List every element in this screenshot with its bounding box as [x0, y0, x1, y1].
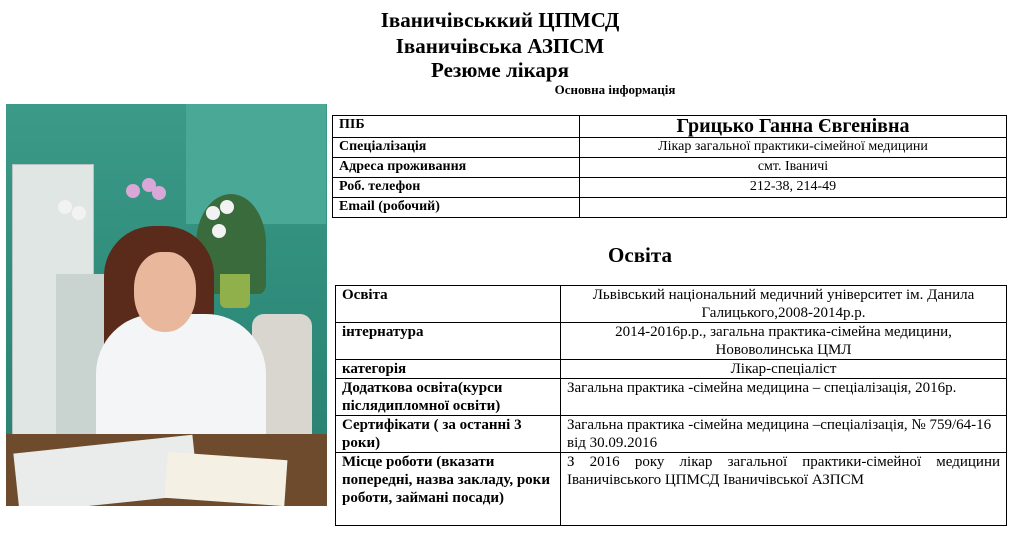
table-row: [333, 116, 1007, 138]
table-row: [333, 178, 1007, 198]
row-label: Сертифікати ( за останні 3 роки): [336, 416, 561, 453]
table-row: [336, 416, 1007, 453]
education-table: [335, 285, 1007, 526]
row-label: Спеціалізація: [333, 138, 580, 158]
table-row: [336, 286, 1007, 323]
resume-title: Резюме лікаря: [431, 58, 569, 82]
row-label: інтернатура: [336, 323, 561, 360]
table-row: [333, 138, 1007, 158]
row-value: смт. Іваничі: [580, 158, 1007, 178]
row-value: 2014-2016р.р., загальна практика-сімейна медицини, Нововолинська ЦМЛ: [561, 323, 1007, 360]
row-label: Освіта: [336, 286, 561, 323]
table-row: [333, 198, 1007, 218]
doctor-photo: [6, 104, 327, 506]
table-row: [336, 323, 1007, 360]
basic-info-table: [332, 115, 1007, 218]
row-value: Лікар-спеціаліст: [561, 360, 1007, 379]
table-row: [336, 453, 1007, 526]
row-label: Місце роботи (вказати попередні, назва закладу, роки роботи, займані посади): [336, 453, 561, 526]
row-value: Львівський національний медичний університет ім. Данила Галицького,2008-2014р.р.: [561, 286, 1007, 323]
ambulatory-title: Іваничівська АЗПСМ: [395, 34, 605, 58]
table-row: [333, 158, 1007, 178]
row-label: Email (робочий): [333, 198, 580, 218]
row-value: Загальна практика -сімейна медицина –спеціалізація, № 759/64-16 від 30.09.2016: [561, 416, 1007, 453]
row-label: категорія: [336, 360, 561, 379]
full-name: Грицько Ганна Євгенівна: [580, 116, 1007, 138]
row-value: [580, 198, 1007, 218]
row-value: 212-38, 214-49: [580, 178, 1007, 198]
row-value: Загальна практика -сімейна медицина – спеціалізація, 2016р.: [561, 379, 1007, 416]
table-row: [336, 379, 1007, 416]
basic-info-heading: Основна інформація: [554, 82, 676, 97]
row-label: Додаткова освіта(курси післядипломної освіти): [336, 379, 561, 416]
table-row: [336, 360, 1007, 379]
row-label: Адреса проживання: [333, 158, 580, 178]
row-label: ПІБ: [333, 116, 580, 138]
education-heading: Освіта: [608, 243, 672, 267]
institution-title: Іваничівськкий ЦПМСД: [380, 8, 620, 32]
row-value: Лікар загальної практики-сімейної медицини: [580, 138, 1007, 158]
row-label: Роб. телефон: [333, 178, 580, 198]
row-value: З 2016 року лікар загальної практики-сімейної медицини Іваничівського ЦПМСД Іваничівської АЗПСМ: [561, 453, 1007, 526]
